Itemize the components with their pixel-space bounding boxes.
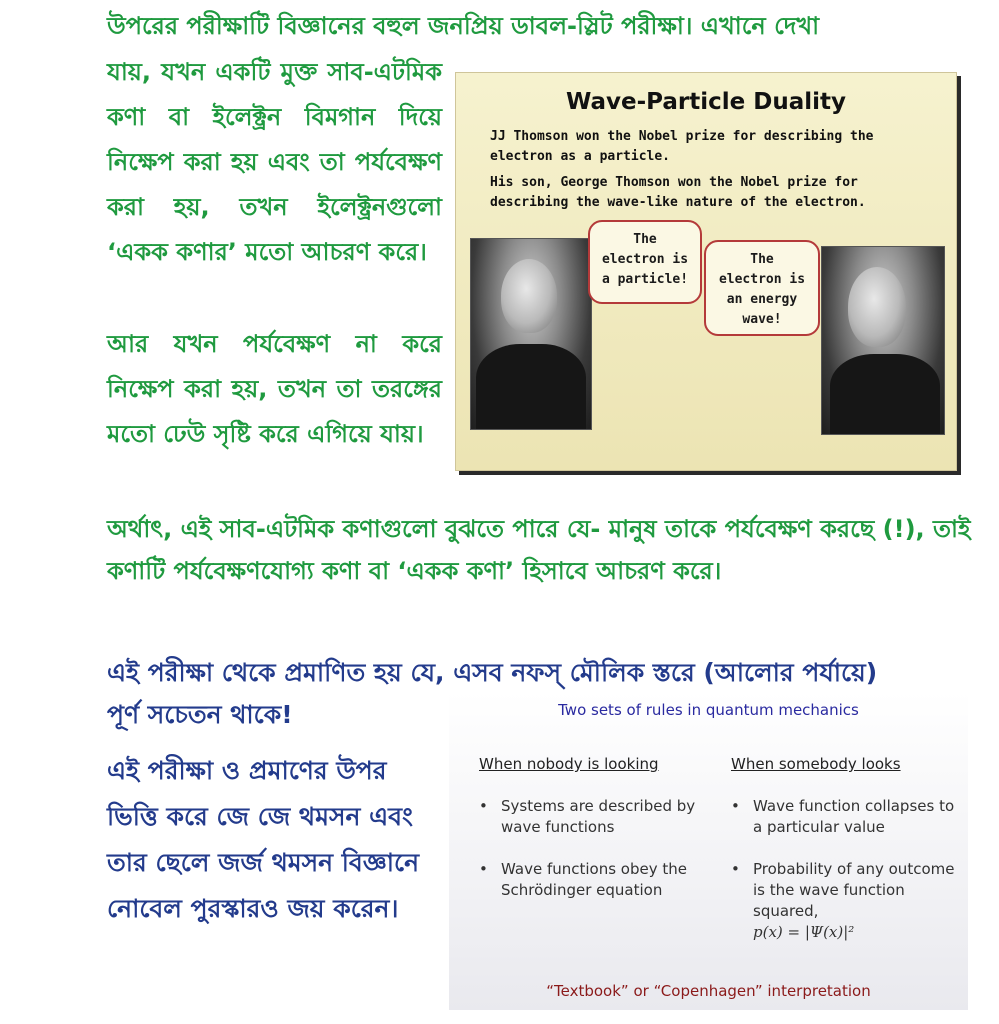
slide-title: Wave-Particle Duality [565, 89, 847, 115]
slide-title: Two sets of rules in quantum mechanics [558, 701, 859, 719]
probability-formula: p(x) = |Ψ(x)|² [753, 923, 855, 941]
list-item: • Wave function collapses to a particular value [731, 796, 961, 838]
column-heading-somebody-looks: When somebody looks [731, 755, 901, 773]
quantum-rules-slide [449, 692, 968, 1010]
wave-particle-slide [455, 72, 957, 471]
speech-bubble-particle: The electron is a particle! [588, 220, 702, 304]
paragraph-intro: উপরের পরীক্ষাটি বিজ্ঞানের বহুল জনপ্রিয় ডাবল-স্লিট পরীক্ষা। এখানে দেখা [107, 12, 820, 40]
interpretation-caption: “Textbook” or “Copenhagen” interpretation [546, 982, 871, 1000]
paragraph-unobserved: আর যখন পর্যবেক্ষণ না করে নিক্ষেপ করা হয়, তখন তা তরঙ্গের মতো ঢেউ সৃষ্টি করে এগিয়ে যায়। [107, 330, 442, 448]
rules-list-unobserved [479, 796, 709, 922]
speech-bubble-wave: The electron is an energy wave! [704, 240, 820, 336]
slide-jj-thomson-text: JJ Thomson won the Nobel prize for describing the electron as a particle. [490, 129, 874, 164]
paragraph-conclusion: অর্থাৎ, এই সাব-এটমিক কণাগুলো বুঝতে পারে যে- মানুষ তাকে পর্যবেক্ষণ করছে (!), তাই কণাটি পর্যবেক্ষণযোগ্য কণা বা ‘একক কণা’ হিসাবে আচরণ করে। [107, 515, 971, 585]
rules-list-observed [731, 796, 961, 964]
list-item: • Wave functions obey the Schrödinger equation [479, 859, 709, 901]
list-item: • Systems are described by wave functions [479, 796, 709, 838]
paragraph-nobel: এই পরীক্ষা ও প্রমাণের উপর ভিত্তি করে জে জে থমসন এবং তার ছেলে জর্জ থমসন বিজ্ঞানে নোবেল পুরস্কারও জয় করেন। [107, 756, 419, 923]
george-thomson-photo [821, 246, 945, 435]
jj-thomson-photo [470, 238, 592, 430]
paragraph-observed: যায়, যখন একটি মুক্ত সাব-এটমিক কণা বা ইলেক্ট্রন বিমগান দিয়ে নিক্ষেপ করা হয় এবং তা পর্যবেক্ষণ করা হয়, তখন ইলেক্ট্রনগুলো ‘একক কণার’ মতো আচরণ করে। [107, 58, 442, 266]
list-item: • Probability of any outcome is the wave function squared, p(x) = |Ψ(x)|² [731, 859, 961, 943]
column-heading-nobody-looking: When nobody is looking [479, 755, 659, 773]
paragraph-proof: এই পরীক্ষা থেকে প্রমাণিত হয় যে, এসব নফস্ মৌলিক স্তরে (আলোর পর্যায়ে) পূর্ণ সচেতন থাকে! [107, 658, 878, 729]
slide-george-thomson-text: His son, George Thomson won the Nobel prize for describing the wave-like nature of the electron. [490, 175, 866, 210]
